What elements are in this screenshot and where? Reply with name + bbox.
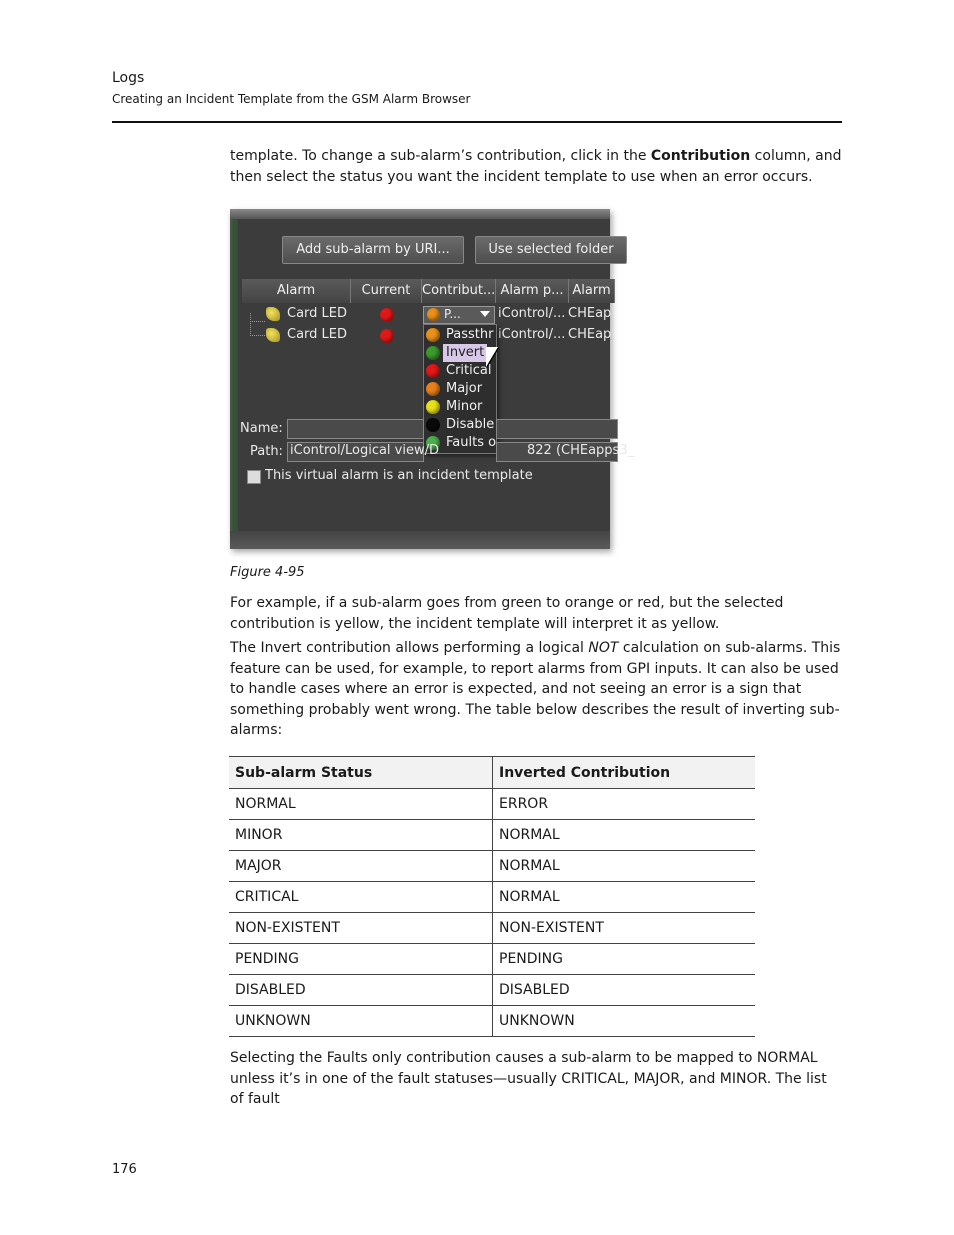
table-cell: MINOR bbox=[229, 820, 493, 851]
table-cell: NORMAL bbox=[493, 882, 756, 913]
row-2-alarm-path[interactable]: iControl/... bbox=[498, 327, 566, 342]
table-cell: NON-EXISTENT bbox=[493, 913, 756, 944]
window-bottom-edge bbox=[230, 531, 610, 549]
figure-screenshot bbox=[230, 209, 635, 549]
tree-connector bbox=[250, 321, 265, 336]
table-row bbox=[229, 882, 755, 913]
table-cell: NORMAL bbox=[493, 851, 756, 882]
led-icon bbox=[426, 346, 440, 360]
dropdown-item-minor[interactable] bbox=[424, 398, 496, 416]
path-value-tail: 822 (CHEapps3_ bbox=[527, 443, 635, 458]
invert-italic-term: NOT bbox=[588, 640, 619, 656]
name-field-continued[interactable] bbox=[496, 419, 618, 439]
table-cell: CRITICAL bbox=[229, 882, 493, 913]
table-cell: DISABLED bbox=[229, 975, 493, 1006]
incident-template-checkbox-label: This virtual alarm is an incident template bbox=[265, 468, 533, 483]
dropdown-item-disabled[interactable] bbox=[424, 416, 496, 434]
led-icon bbox=[426, 418, 440, 432]
table-cell: UNKNOWN bbox=[229, 1006, 493, 1037]
led-icon bbox=[426, 400, 440, 414]
path-field[interactable] bbox=[287, 442, 439, 462]
dropdown-item-passthrough[interactable] bbox=[424, 326, 496, 344]
intro-paragraph bbox=[230, 146, 842, 187]
column-header-contribution[interactable]: Contribut... bbox=[422, 279, 496, 303]
intro-text-end: column, and then select the status you want the incident template to use when an error occurs. bbox=[230, 148, 842, 185]
path-field-continued[interactable] bbox=[496, 442, 635, 462]
alarm-bell-icon bbox=[266, 307, 280, 321]
dropdown-item-label: Disable bbox=[446, 417, 495, 432]
table-cell: PENDING bbox=[229, 944, 493, 975]
incident-template-checkbox[interactable] bbox=[247, 470, 261, 484]
alarm-bell-icon bbox=[266, 328, 280, 342]
page-number: 176 bbox=[112, 1162, 137, 1177]
contribution-dropdown bbox=[423, 324, 497, 454]
intro-bold-term: Contribution bbox=[650, 148, 751, 164]
window-left-edge bbox=[230, 219, 238, 549]
dropdown-item-label: Minor bbox=[446, 399, 483, 414]
running-header-section: Logs bbox=[112, 70, 145, 86]
invert-text: The Invert contribution allows performing a logical bbox=[230, 640, 589, 656]
table-header-cell: Sub-alarm Status bbox=[229, 757, 493, 789]
column-header-alarm-id[interactable]: Alarm bbox=[569, 279, 615, 303]
path-value: iControl/Logical view/D bbox=[290, 443, 439, 458]
table-cell: NORMAL bbox=[229, 789, 493, 820]
table-cell: ERROR bbox=[493, 789, 756, 820]
add-sub-alarm-button[interactable]: Add sub-alarm by URI... bbox=[282, 236, 464, 264]
table-cell: NORMAL bbox=[493, 820, 756, 851]
combo-value: P... bbox=[444, 307, 461, 321]
table-header-cell: Inverted Contribution bbox=[493, 757, 756, 789]
dropdown-item-label: Invert bbox=[443, 344, 487, 362]
table-cell: UNKNOWN bbox=[493, 1006, 756, 1037]
path-label: Path: bbox=[250, 444, 283, 459]
row-1-alarm-id[interactable]: CHEap bbox=[568, 306, 612, 321]
row-2-alarm-name[interactable]: Card LED bbox=[287, 327, 348, 342]
table-cell: DISABLED bbox=[493, 975, 756, 1006]
column-header-alarm-path[interactable]: Alarm p... bbox=[496, 279, 569, 303]
table-row bbox=[229, 944, 755, 975]
column-header-current[interactable]: Current bbox=[351, 279, 422, 303]
led-icon bbox=[426, 328, 440, 342]
chevron-down-icon[interactable] bbox=[480, 311, 490, 317]
name-label: Name: bbox=[240, 421, 283, 436]
table-header-row bbox=[229, 757, 755, 789]
table-cell: NON-EXISTENT bbox=[229, 913, 493, 944]
column-header-alarm[interactable]: Alarm bbox=[242, 279, 351, 303]
dropdown-item-major[interactable] bbox=[424, 380, 496, 398]
paragraph-example: For example, if a sub-alarm goes from green to orange or red, but the selected contribution is yellow, the incident template will interpret it as yellow. bbox=[230, 595, 784, 632]
row-1-current-led-icon bbox=[380, 308, 394, 322]
table-row bbox=[229, 789, 755, 820]
paragraph-faults-only: Selecting the Faults only contribution causes a sub-alarm to be mapped to NORMAL unless it’s in one of the fault statuses—usually CRITICAL, MAJOR, and MINOR. The list of fault bbox=[230, 1050, 827, 1107]
led-icon bbox=[426, 364, 440, 378]
name-field[interactable] bbox=[287, 419, 424, 439]
row-2-current-led-icon bbox=[380, 329, 394, 343]
intro-text: template. To change a sub-alarm’s contribution, click in the bbox=[230, 148, 651, 164]
table-cell: PENDING bbox=[493, 944, 756, 975]
paragraph-invert bbox=[230, 638, 842, 741]
table-cell: MAJOR bbox=[229, 851, 493, 882]
table-row bbox=[229, 1006, 755, 1037]
inversion-table bbox=[229, 756, 755, 1037]
dropdown-item-label: Faults o bbox=[446, 435, 497, 450]
row-2-alarm-id[interactable]: CHEap bbox=[568, 327, 612, 342]
running-header-subtitle: Creating an Incident Template from the GSM Alarm Browser bbox=[112, 92, 471, 106]
led-icon bbox=[426, 382, 440, 396]
invert-text-end: calculation on sub-alarms. This feature can be used, for example, to report alarms from GPI inputs. It can also be used to handle cases where an error is expected, and not seeing an error is a sign that something probably went wrong. The table below describes the result of inverting sub-alarms: bbox=[230, 640, 841, 738]
dropdown-item-label: Critical bbox=[446, 363, 492, 378]
dropdown-item-label: Major bbox=[446, 381, 483, 396]
window-top-edge bbox=[230, 209, 610, 219]
use-selected-folder-button[interactable]: Use selected folder bbox=[475, 236, 627, 264]
figure-caption: Figure 4-95 bbox=[230, 565, 305, 580]
table-row bbox=[229, 851, 755, 882]
table-row bbox=[229, 913, 755, 944]
mouse-pointer-icon bbox=[486, 347, 498, 367]
header-rule bbox=[112, 121, 842, 123]
combo-led-icon bbox=[427, 308, 440, 321]
dropdown-item-label: Passthr bbox=[446, 327, 494, 342]
row-1-alarm-path[interactable]: iControl/... bbox=[498, 306, 566, 321]
table-row bbox=[229, 975, 755, 1006]
row-1-alarm-name[interactable]: Card LED bbox=[287, 306, 348, 321]
table-row bbox=[229, 820, 755, 851]
contribution-combo[interactable] bbox=[423, 306, 495, 324]
